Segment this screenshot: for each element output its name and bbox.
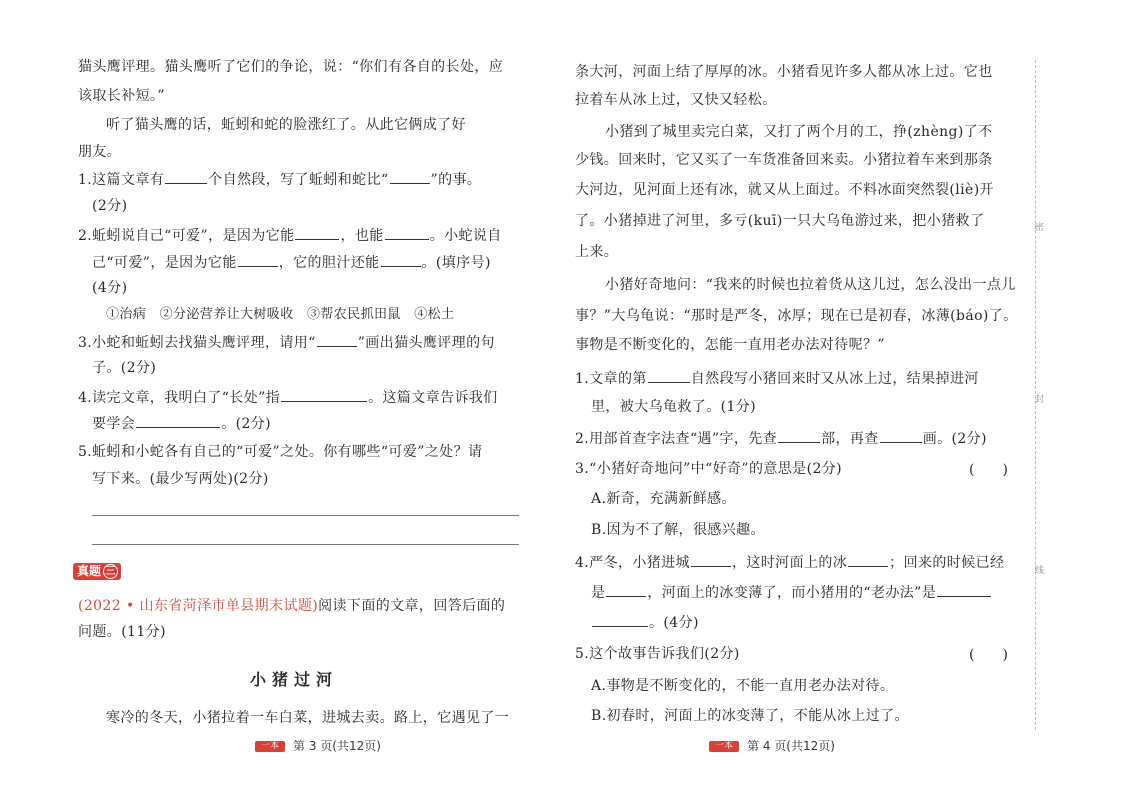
answer-blank[interactable] (317, 332, 357, 347)
answer-blank[interactable] (778, 428, 820, 443)
question-1-score: (2分) (92, 198, 128, 214)
story-title: 小猪过河 (250, 670, 339, 689)
question-1: 1.文章的第 自然段写小猪回来时又从冰上过，结果掉进河 (575, 368, 979, 389)
answer-line[interactable] (92, 515, 519, 516)
answer-blank[interactable] (165, 169, 207, 184)
passage-line: 听了猫头鹰的话，蚯蚓和蛇的脸涨红了。从此它俩成了好 (106, 117, 466, 133)
story-line: 拉着车从冰上过，又快又轻松。 (575, 92, 777, 108)
option-a: A.事物是不断变化的，不能一直用老办法对待。 (591, 678, 895, 694)
answer-blank[interactable] (136, 413, 220, 428)
answer-paren[interactable]: ( ) (969, 462, 1008, 478)
answer-blank[interactable] (390, 169, 430, 184)
question-4-cont: 要学会 。(2分) (92, 413, 271, 434)
binding-label: 线 (1035, 566, 1045, 576)
question-3: 3.“小猪好奇地问”中“好奇”的意思是(2分) (575, 461, 843, 477)
story-line: 条大河，河面上结了厚厚的冰。小猪看见许多人都从冰上过。它也 (575, 64, 993, 80)
passage-line: 该取长补短。” (78, 88, 165, 104)
story-line: 少钱。回来时，它又买了一车货准备回来卖。小猪拉着车来到那条 (575, 152, 993, 168)
answer-blank[interactable] (691, 552, 731, 567)
section-instruction-cont: 问题。(11分) (78, 624, 166, 640)
answer-blank[interactable] (592, 612, 648, 627)
story-line: 了。小猪掉进了河里，多亏(kuī)一只大乌龟游过来，把小猪救了 (575, 213, 985, 229)
page-footer: 一本 第 4 页(共12页) (709, 737, 835, 754)
question-4: 4.严冬，小猪进城 ，这时河面上的冰 ；回来的时候已经 (575, 552, 1004, 573)
question-1-cont: 里，被大乌龟救了。(1分) (591, 399, 757, 415)
question-4-cont: 是 ，河面上的冰变薄了，而小猪用的“老办法”是 (591, 582, 992, 603)
passage-line: 朋友。 (78, 144, 122, 160)
answer-blank[interactable] (295, 225, 339, 240)
answer-blank[interactable] (937, 582, 991, 597)
question-5-cont: 写下来。(最少写两处)(2分) (92, 471, 269, 487)
option-b: B.因为不了解，很感兴趣。 (591, 522, 765, 538)
page-footer: 一本 第 3 页(共12页) (255, 737, 381, 754)
question-4: 4.读完文章，我明白了“长处”指 。这篇文章告诉我们 (78, 387, 498, 408)
passage-line: 猫头鹰评理。猫头鹰听了它们的争论，说：“你们有各自的长处，应 (78, 59, 504, 75)
answer-blank[interactable] (238, 252, 278, 267)
answer-blank[interactable] (385, 225, 429, 240)
answer-blank[interactable] (381, 252, 421, 267)
answer-blank[interactable] (848, 552, 888, 567)
binding-label: 封 (1035, 395, 1045, 405)
answer-line[interactable] (92, 544, 519, 545)
question-2: 2.用部首查字法查“遇”字，先查 部，再查 画。(2分) (575, 428, 987, 449)
binding-label: 密 (1035, 223, 1045, 233)
question-3: 3.小蛇和蚯蚓去找猫头鹰评理，请用“ ”画出猫头鹰评理的句 (78, 332, 495, 353)
story-line: 事？”大乌龟说：“那时是严冬，冰厚；现在已是初春，冰薄(báo)了。 (575, 308, 1018, 324)
story-line: 寒冷的冬天，小猪拉着一车白菜，进城去卖。路上，它遇见了一 (106, 710, 510, 726)
brand-logo: 一本 (255, 741, 285, 752)
option-b: B.初春时，河面上的冰变薄了，不能从冰上过了。 (591, 708, 909, 724)
section-instruction: (2022 • 山东省菏泽市单县期末试题)阅读下面的文章，回答后面的 (78, 598, 506, 614)
source-text: (2022 • 山东省菏泽市单县期末试题) (78, 598, 319, 614)
story-line: 大河边，见河面上还有冰，就又从上面过。不料冰面突然裂(liè)开 (575, 182, 994, 198)
question-4-cont2: 。(4分) (591, 612, 699, 633)
question-1: 1.这篇文章有 个自然段，写了蚯蚓和蛇比“ ”的事。 (78, 169, 481, 190)
story-line: 小猪好奇地问：“我来的时候也拉着货从这儿过，怎么没出一点儿 (605, 277, 1016, 293)
section-badge: 真题 三 (73, 563, 121, 580)
question-2-cont: 己“可爱”，是因为它能 ，它的胆汁还能 。(填序号) (92, 252, 491, 273)
story-line: 事物是不断变化的，怎能一直用老办法对待呢？” (575, 337, 885, 353)
question-3-cont: 子。(2分) (92, 360, 157, 376)
question-5: 5.蚯蚓和小蛇各有自己的“可爱”之处。你有哪些“可爱”之处？请 (78, 444, 483, 460)
answer-blank[interactable] (880, 428, 922, 443)
answer-blank[interactable] (648, 368, 690, 383)
story-line: 上来。 (575, 244, 619, 260)
story-line: 小猪到了城里卖完白菜，又打了两个月的工，挣(zhèng)了不 (605, 124, 993, 140)
answer-paren[interactable]: ( ) (969, 647, 1008, 663)
question-5: 5.这个故事告诉我们(2分) (575, 646, 740, 662)
brand-logo: 一本 (709, 741, 739, 752)
answer-blank[interactable] (606, 582, 646, 597)
option-a: A.新奇，充满新鲜感。 (591, 491, 736, 507)
answer-blank[interactable] (281, 387, 367, 402)
options-line: ①治病 ②分泌营养让大树吸收 ③帮农民抓田鼠 ④松土 (106, 307, 455, 322)
question-2-score: (4分) (92, 280, 128, 296)
question-2: 2.蚯蚓说自己“可爱”，是因为它能 ，也能 。小蛇说自 (78, 225, 502, 246)
